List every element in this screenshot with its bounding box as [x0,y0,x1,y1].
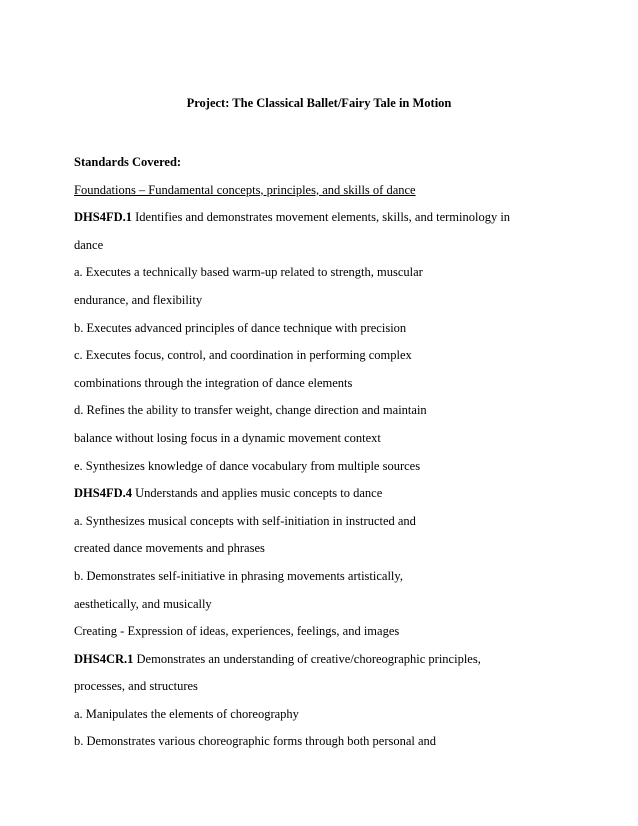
line-text: b. Demonstrates various choreographic forms through both personal and [74,734,437,749]
line-text: a. Synthesizes musical concepts with self-initiation in instructed and [74,513,416,528]
document-line [74,397,574,425]
document-line [74,701,574,729]
document-line [74,535,574,563]
line-text: Demonstrates an understanding of creative/choreographic principles, [133,651,481,666]
document-body [74,149,574,756]
document-line [74,342,574,370]
line-text: aesthetically, and musically [74,596,212,611]
document-line [74,204,574,232]
line-text: Creating - Expression of ideas, experiences, feelings, and images [74,624,400,639]
document-line [74,287,574,315]
line-text: c. Executes focus, control, and coordination in performing complex [74,348,412,363]
document-line [74,453,574,481]
document-line [74,591,574,619]
standard-code: DHS4FD.1 [74,210,132,225]
line-text: Foundations – Fundamental concepts, principles, and skills of dance [74,182,416,197]
line-text: combinations through the integration of dance elements [74,375,353,390]
document-line [74,563,574,591]
line-text: dance [74,237,104,252]
document-title: Project: The Classical Ballet/Fairy Tale in Motion [186,96,452,110]
line-text: b. Demonstrates self-initiative in phrasing movements artistically, [74,568,403,583]
line-text: Identifies and demonstrates movement elements, skills, and terminology in [132,210,511,225]
document-line [74,259,574,287]
document-line [74,728,574,756]
line-text: e. Synthesizes knowledge of dance vocabulary from multiple sources [74,458,421,473]
document-line [74,508,574,536]
line-text: a. Executes a technically based warm-up related to strength, muscular [74,265,423,280]
line-text: balance without losing focus in a dynamic movement context [74,430,381,445]
document-line [74,370,574,398]
document-line [74,646,574,674]
document-line [74,149,574,177]
document-line [74,618,574,646]
document-line [74,177,574,205]
line-text: Standards Covered: [74,155,182,169]
document-line [74,480,574,508]
document-line [74,425,574,453]
line-text: a. Manipulates the elements of choreography [74,706,299,721]
line-text: Understands and applies music concepts to dance [132,486,383,501]
standard-code: DHS4FD.4 [74,486,132,501]
line-text: b. Executes advanced principles of dance technique with precision [74,320,407,335]
line-text: endurance, and flexibility [74,292,203,307]
line-text: created dance movements and phrases [74,541,265,556]
document-line [74,673,574,701]
document-line [74,315,574,343]
line-text: processes, and structures [74,679,198,694]
document-line [74,232,574,260]
standard-code: DHS4CR.1 [74,651,134,666]
line-text: d. Refines the ability to transfer weight, change direction and maintain [74,403,427,418]
